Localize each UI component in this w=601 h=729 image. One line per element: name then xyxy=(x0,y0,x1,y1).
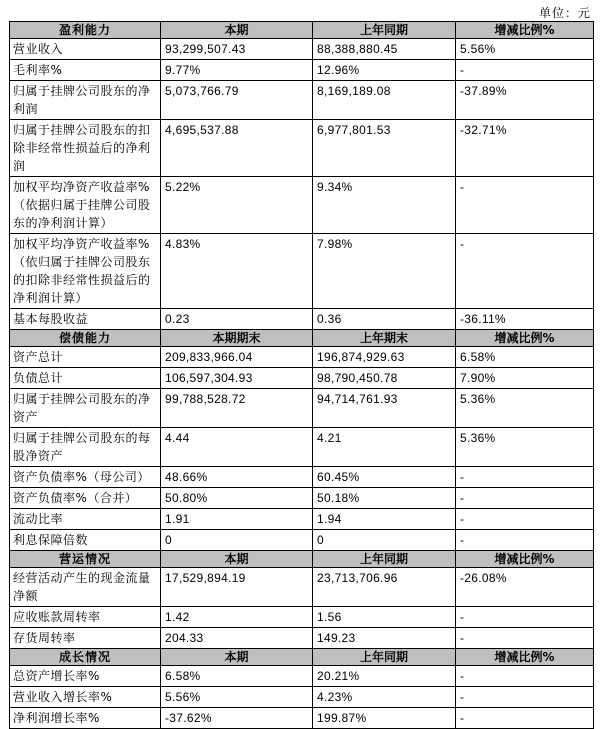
row-label: 归属于挂牌公司股东的扣除非经常性损益后的净利润 xyxy=(10,120,161,177)
table-row xyxy=(10,687,594,708)
table-row xyxy=(10,467,594,488)
header-cell: 上年期末 xyxy=(313,330,456,347)
row-label: 总资产增长率% xyxy=(10,666,161,687)
table-row xyxy=(10,60,594,81)
value-cell: 1.56 xyxy=(313,607,456,628)
value-cell: 17,529,894.19 xyxy=(161,568,313,607)
change-ratio-cell: 5.56% xyxy=(456,39,594,60)
header-cell: 增减比例% xyxy=(456,649,594,666)
value-cell: 149.23 xyxy=(313,628,456,649)
table-row xyxy=(10,39,594,60)
value-cell: 0 xyxy=(313,530,456,551)
row-label: 营业收入 xyxy=(10,39,161,60)
change-ratio-cell: 6.58% xyxy=(456,347,594,368)
row-label: 负债总计 xyxy=(10,368,161,389)
row-label: 资产负债率%（合并） xyxy=(10,488,161,509)
value-cell: 48.66% xyxy=(161,467,313,488)
header-cell: 上年同期 xyxy=(313,649,456,666)
table-row xyxy=(10,309,594,330)
table-row xyxy=(10,234,594,309)
value-cell: 9.77% xyxy=(161,60,313,81)
table-row xyxy=(10,509,594,530)
financial-indicators-table xyxy=(9,21,594,729)
value-cell: 5.56% xyxy=(161,687,313,708)
row-label: 加权平均净资产收益率%（依据归属于挂牌公司股东的净利润计算） xyxy=(10,177,161,234)
row-label: 归属于挂牌公司股东的每股净资产 xyxy=(10,428,161,467)
section-header-growth xyxy=(10,649,594,666)
table-row xyxy=(10,666,594,687)
section-header-solvency xyxy=(10,330,594,347)
row-label: 流动比率 xyxy=(10,509,161,530)
header-cell: 本期 xyxy=(161,22,313,39)
change-ratio-cell: -37.89% xyxy=(456,81,594,120)
header-cell: 盈利能力 xyxy=(10,22,161,39)
change-ratio-cell: - xyxy=(456,467,594,488)
value-cell: 199.87% xyxy=(313,708,456,729)
row-label: 应收账款周转率 xyxy=(10,607,161,628)
table-row xyxy=(10,568,594,607)
table-row xyxy=(10,530,594,551)
table-row xyxy=(10,708,594,729)
value-cell: 7.98% xyxy=(313,234,456,309)
row-label: 净利润增长率% xyxy=(10,708,161,729)
header-cell: 偿债能力 xyxy=(10,330,161,347)
change-ratio-cell: -32.71% xyxy=(456,120,594,177)
value-cell: 12.96% xyxy=(313,60,456,81)
row-label: 加权平均净资产收益率%（依归属于挂牌公司股东的扣除非经常性损益后的净利润计算） xyxy=(10,234,161,309)
header-cell: 增减比例% xyxy=(456,22,594,39)
table-row xyxy=(10,488,594,509)
change-ratio-cell: 5.36% xyxy=(456,389,594,428)
value-cell: 5,073,766.79 xyxy=(161,81,313,120)
value-cell: 50.80% xyxy=(161,488,313,509)
value-cell: 6,977,801.53 xyxy=(313,120,456,177)
value-cell: 6.58% xyxy=(161,666,313,687)
change-ratio-cell: - xyxy=(456,687,594,708)
change-ratio-cell: 5.36% xyxy=(456,428,594,467)
change-ratio-cell: - xyxy=(456,530,594,551)
row-label: 归属于挂牌公司股东的净资产 xyxy=(10,389,161,428)
change-ratio-cell: - xyxy=(456,509,594,530)
value-cell: 4.83% xyxy=(161,234,313,309)
change-ratio-cell: - xyxy=(456,666,594,687)
header-cell: 增减比例% xyxy=(456,330,594,347)
row-label: 基本每股收益 xyxy=(10,309,161,330)
value-cell: 106,597,304.93 xyxy=(161,368,313,389)
value-cell: 0.23 xyxy=(161,309,313,330)
change-ratio-cell: -26.08% xyxy=(456,568,594,607)
unit-label: 单位：元 xyxy=(538,6,591,20)
value-cell: 204.33 xyxy=(161,628,313,649)
header-cell: 成长情况 xyxy=(10,649,161,666)
change-ratio-cell: 7.90% xyxy=(456,368,594,389)
table-row xyxy=(10,628,594,649)
value-cell: 0.36 xyxy=(313,309,456,330)
value-cell: 60.45% xyxy=(313,467,456,488)
row-label: 利息保障倍数 xyxy=(10,530,161,551)
header-cell: 本期 xyxy=(161,649,313,666)
value-cell: 8,169,189.08 xyxy=(313,81,456,120)
value-cell: 94,714,761.93 xyxy=(313,389,456,428)
value-cell: 4,695,537.88 xyxy=(161,120,313,177)
value-cell: 4.44 xyxy=(161,428,313,467)
value-cell: 1.91 xyxy=(161,509,313,530)
value-cell: 4.23% xyxy=(313,687,456,708)
change-ratio-cell: - xyxy=(456,234,594,309)
change-ratio-cell: - xyxy=(456,60,594,81)
section-header-operations xyxy=(10,551,594,568)
table-row xyxy=(10,428,594,467)
header-cell: 营运情况 xyxy=(10,551,161,568)
value-cell: 196,874,929.63 xyxy=(313,347,456,368)
value-cell: 9.34% xyxy=(313,177,456,234)
header-cell: 本期 xyxy=(161,551,313,568)
change-ratio-cell: - xyxy=(456,628,594,649)
value-cell: 99,788,528.72 xyxy=(161,389,313,428)
row-label: 资产负债率%（母公司） xyxy=(10,467,161,488)
section-header-profitability xyxy=(10,22,594,39)
table-row xyxy=(10,120,594,177)
value-cell: 1.42 xyxy=(161,607,313,628)
value-cell: 98,790,450.78 xyxy=(313,368,456,389)
row-label: 经营活动产生的现金流量净额 xyxy=(10,568,161,607)
value-cell: 0 xyxy=(161,530,313,551)
row-label: 毛利率% xyxy=(10,60,161,81)
row-label: 存货周转率 xyxy=(10,628,161,649)
header-cell: 上年同期 xyxy=(313,22,456,39)
value-cell: 88,388,880.45 xyxy=(313,39,456,60)
change-ratio-cell: - xyxy=(456,607,594,628)
table-row xyxy=(10,368,594,389)
header-cell: 上年同期 xyxy=(313,551,456,568)
change-ratio-cell: -36.11% xyxy=(456,309,594,330)
table-row xyxy=(10,81,594,120)
table-row xyxy=(10,347,594,368)
value-cell: 50.18% xyxy=(313,488,456,509)
value-cell: 1.94 xyxy=(313,509,456,530)
value-cell: 23,713,706.96 xyxy=(313,568,456,607)
value-cell: 20.21% xyxy=(313,666,456,687)
header-cell: 增减比例% xyxy=(456,551,594,568)
table-row xyxy=(10,389,594,428)
change-ratio-cell: - xyxy=(456,488,594,509)
value-cell: 209,833,966.04 xyxy=(161,347,313,368)
value-cell: -37.62% xyxy=(161,708,313,729)
value-cell: 4.21 xyxy=(313,428,456,467)
header-cell: 本期期末 xyxy=(161,330,313,347)
table-row xyxy=(10,177,594,234)
row-label: 营业收入增长率% xyxy=(10,687,161,708)
change-ratio-cell: - xyxy=(456,708,594,729)
row-label: 资产总计 xyxy=(10,347,161,368)
table-row xyxy=(10,607,594,628)
change-ratio-cell: - xyxy=(456,177,594,234)
value-cell: 93,299,507.43 xyxy=(161,39,313,60)
row-label: 归属于挂牌公司股东的净利润 xyxy=(10,81,161,120)
value-cell: 5.22% xyxy=(161,177,313,234)
